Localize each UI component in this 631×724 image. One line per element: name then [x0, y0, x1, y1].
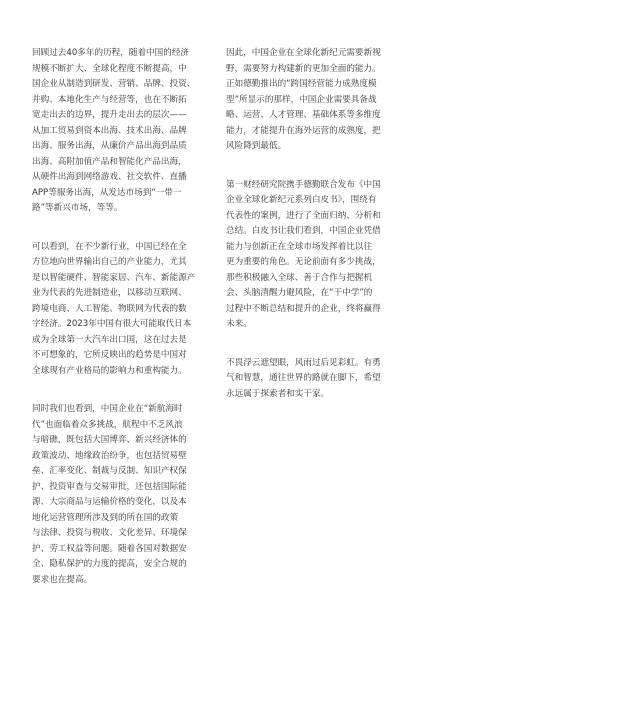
- left-column: [32, 46, 210, 611]
- paragraph-new-capabilities: 因此，中国企业在全球化新纪元需要新视 野，需要努力构建新的更加全面的能力。 正如德勤推出的“跨国经营能力成熟度模 型”所显示的那样，中国企业需要具备战 略、运营、人才管理、基础体系等多维度 能力，才能提升在海外运营的成熟度，把 风险降到最低。: [226, 48, 381, 151]
- right-column: [226, 46, 404, 425]
- paragraph-history: 回顾过去40多年的历程，随着中国的经济 规模不断扩大、全球化程度不断提高，中 国企业从制造到研发、营销、品牌、投资、 并购、本地化生产与经营等，也在不断拓 宽走出去的边界，提升走出去的层次—— 从加工贸易到资本出海、技术出海、品牌 出海、服务出海，从廉价产品出海到品质 出海、高附加值产品和智能化产品出海， 从硬件出海到网络游戏、社交软件、直播 APP等服务出海，从发达市场到“一带一 路”等新兴市场，等等。: [32, 48, 196, 213]
- paragraph-closing: 不畏浮云遮望眼，风雨过后见彩虹。有勇 气和智慧，通往世界的路就在脚下，希望 永远属于探索者和实干家。: [226, 357, 381, 399]
- paragraph-whitepaper: 第一财经研究院携手德勤联合发布《中国 企业全球化新纪元系列白皮书》，围绕有 代表性的案例，进行了全面归纳、分析和 总结。白皮书让我们看到，中国企业凭借 能力与创新正在全球市场发挥着比以往 更为重要的角色。无论前面有多少挑战， 那些积极融入全球、善于合作与把握机 会、头脑清醒力避风险，在“干中学”的 过程中不断总结和提升的企业，终将赢得 未来。: [226, 179, 381, 329]
- paragraph-challenges: 同时我们也看到，中国企业在“新航海时 代”也面临着众多挑战，航程中不乏风浪 与暗礁，既包括大国博弈、新兴经济体的 政策波动、地缘政治纷争，也包括贸易壁 垒、汇率变化、制裁与反制、知识产权保 护、投资审查与交易审批，还包括国际能 源、大宗商品与运输价格的变化，以及本 地化运营管理所涉及到的所在国的政策 与法律、投资与税收、文化差异、环境保 护、劳工权益等问题。随着各国对数据安 全、隐私保护的力度的提高，安全合规的 要求也在提高。: [32, 404, 187, 585]
- paragraph-industry-capability: 可以看到，在不少新行业，中国已经在全 方位地向世界输出自己的产业能力，尤其 是以智能硬件、智能家居、汽车、新能源产 业为代表的先进制造业，以移动互联网、 跨境电商、人工智能、物联网为代表的数 字经济。2023年中国有很大可能取代日本 成为全球第一大汽车出口国，这在过去是 不可想象的，它所反映出的趋势是中国对 全球现有产业格局的影响力和重构能力。: [32, 241, 196, 376]
